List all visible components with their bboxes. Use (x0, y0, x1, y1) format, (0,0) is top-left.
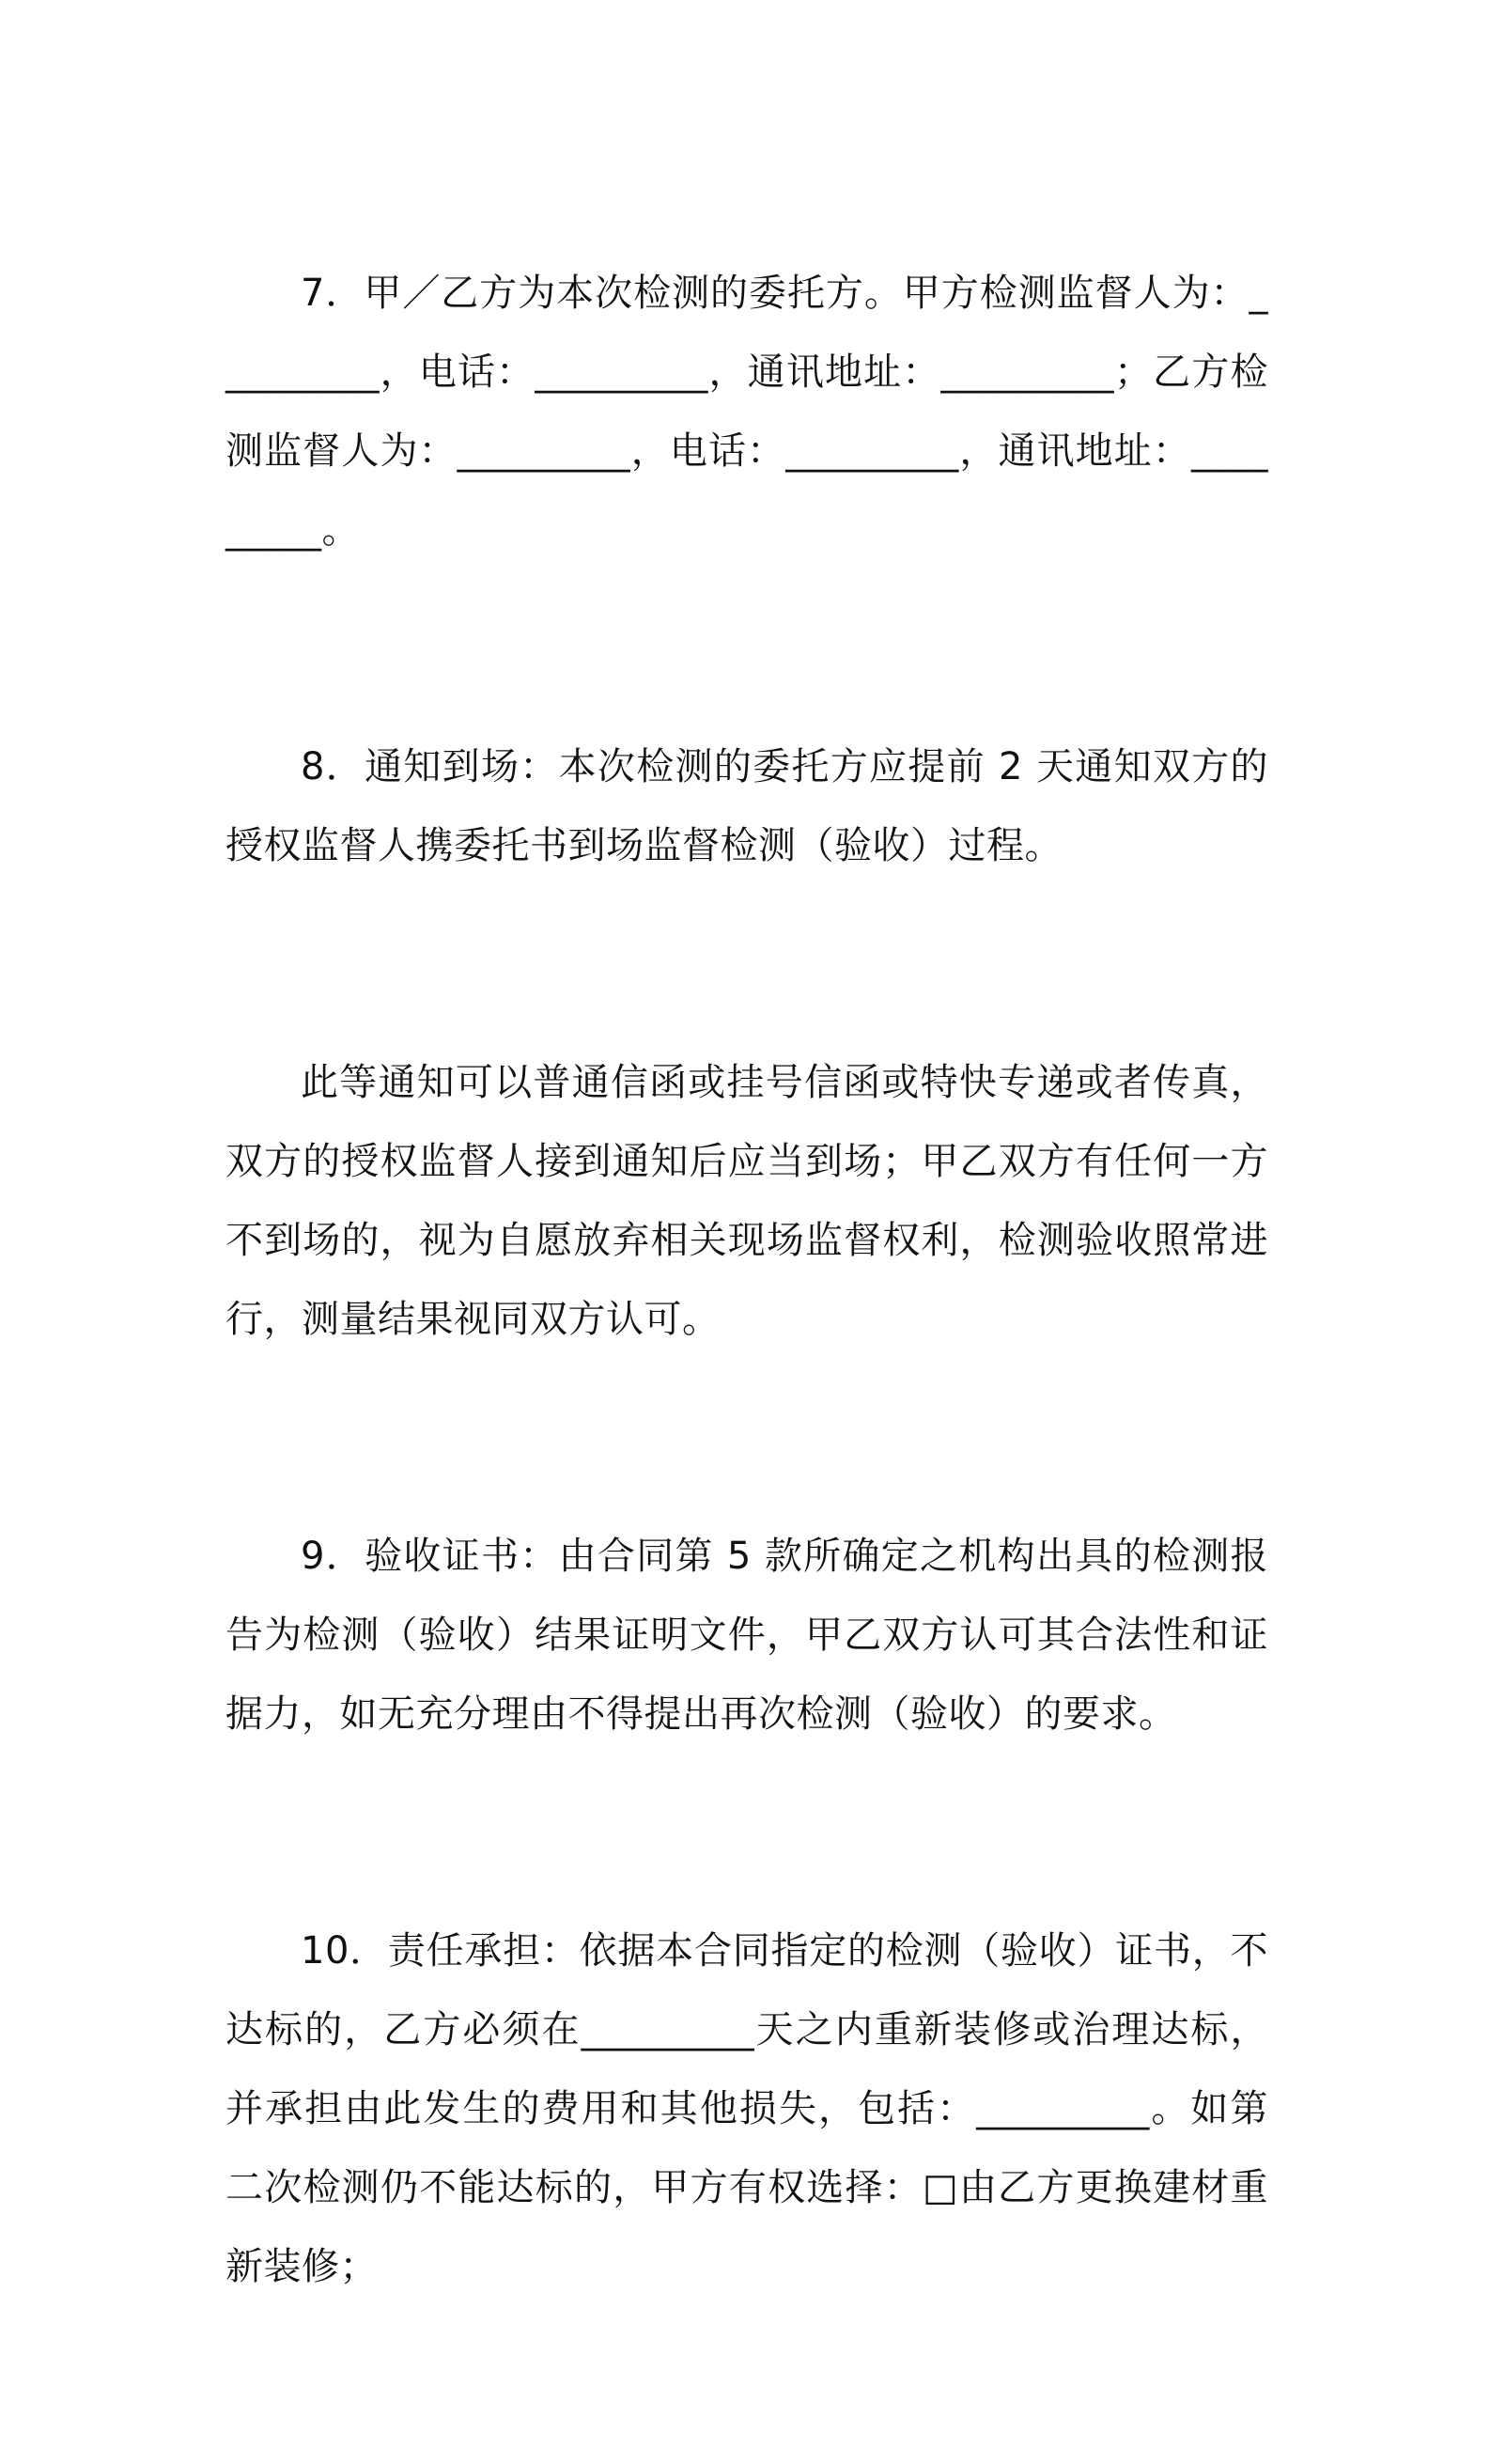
clause-8-notice-paragraph: 此等通知可以普通信函或挂号信函或特快专递或者传真，双方的授权监督人接到通知后应当到场；甲乙双方有任何一方不到场的，视为自愿放弃相关现场监督权利，检测验收照常进行，测量结果视同双方认可。 (225, 1061, 1268, 1341)
clause-7-paragraph: 7．甲／乙方为本次检测的委托方。甲方检测监督人为：_________，电话：_________，通讯地址：_________；乙方检测监督人为：_________，电话：_________，通讯地址：_________。 (225, 272, 1268, 552)
document-page (225, 254, 1268, 2464)
clause-8-paragraph: 8．通知到场：本次检测的委托方应提前 2 天通知双方的授权监督人携委托书到场监督检测（验收）过程。 (225, 745, 1268, 867)
clause-10-paragraph: 10．责任承担：依据本合同指定的检测（验收）证书，不达标的，乙方必须在_________天之内重新装修或治理达标，并承担由此发生的费用和其他损失，包括：_________。如第二次检测仍不能达标的，甲方有权选择：□由乙方更换建材重新装修； (225, 1929, 1268, 2288)
clause-9-paragraph: 9．验收证书：由合同第 5 款所确定之机构出具的检测报告为检测（验收）结果证明文件，甲乙双方认可其合法性和证据力，如无充分理由不得提出再次检测（验收）的要求。 (225, 1535, 1268, 1736)
